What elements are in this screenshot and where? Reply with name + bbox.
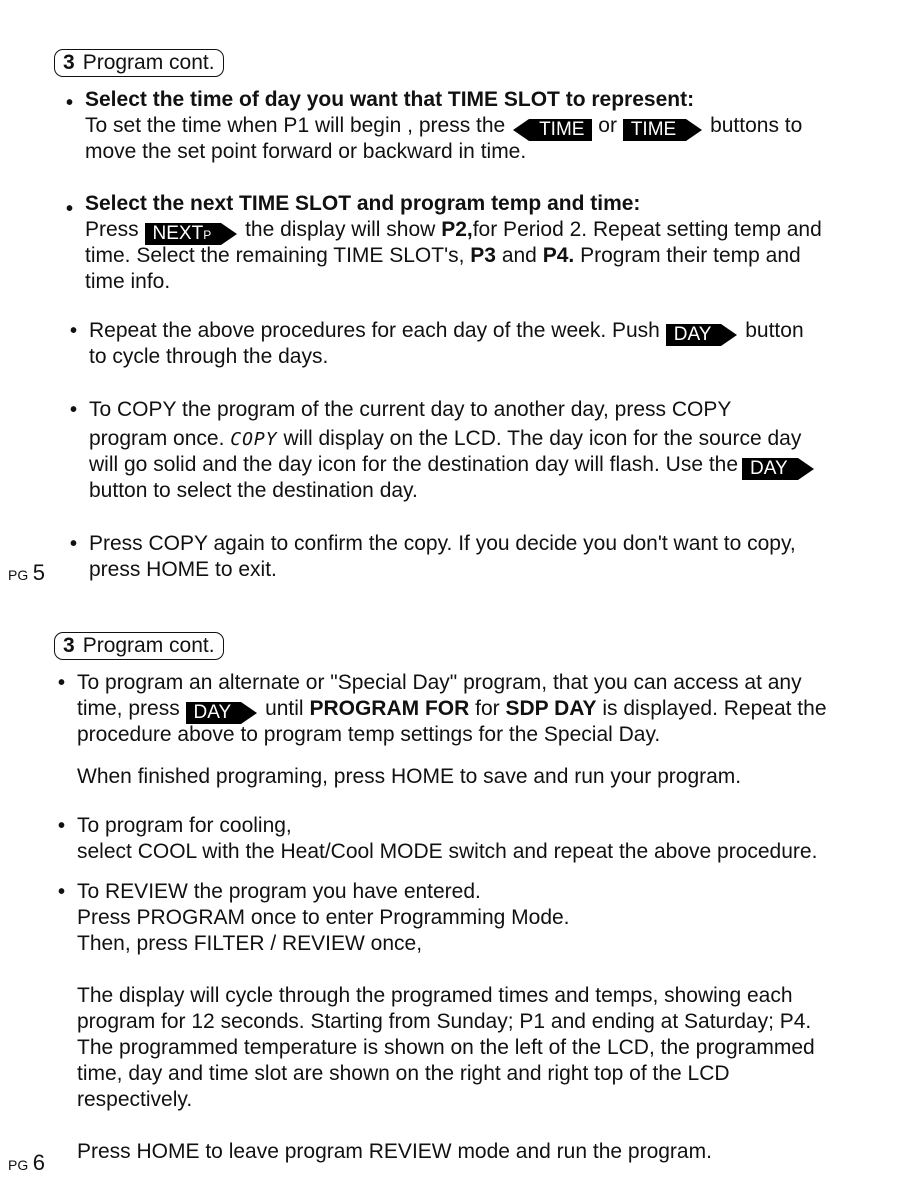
period-p3: P3 (470, 244, 496, 267)
text: time, press (77, 697, 180, 720)
section-2-heading-text: Program cont. (82, 634, 215, 657)
text: and (501, 244, 537, 267)
paragraph-line (89, 318, 804, 346)
page-number-value: 5 (32, 560, 45, 585)
section-1-heading (54, 49, 224, 77)
bullet-dot: • (70, 533, 78, 555)
bullet-dot: • (66, 92, 74, 114)
step-title-select-time: Select the time of day you want that TIME SLOT to represent: (85, 88, 695, 111)
bullet-dot: • (70, 399, 78, 421)
paragraph-line: move the set point forward or backward in time. (85, 140, 527, 163)
text: will go solid and the day icon for the destination day will flash. Use the (89, 453, 739, 476)
paragraph-line: procedure above to program temp settings for the Special Day. (77, 723, 661, 746)
paragraph-line: Press COPY again to confirm the copy. If you decide you don't want to copy, (89, 532, 796, 555)
lcd-copy-readout: COPY (230, 429, 278, 450)
day-button: DAY (186, 702, 242, 724)
bullet-dot: • (58, 815, 66, 837)
paragraph-line: Press PROGRAM once to enter Programming Mode. (77, 906, 570, 929)
text: program once. (89, 427, 225, 450)
paragraph-line (85, 217, 822, 245)
page-prefix: PG (8, 567, 29, 583)
paragraph-line: To program for cooling, (77, 814, 292, 837)
paragraph-line (85, 113, 802, 141)
text: button (745, 319, 804, 342)
paragraph-line: program for 12 seconds. Starting from Sunday; P1 and ending at Saturday; P4. (77, 1010, 812, 1033)
page-prefix: PG (8, 1157, 29, 1173)
text: time. Select the remaining TIME SLOT's, (85, 244, 465, 267)
text: for (475, 697, 500, 720)
next-label: NEXT (152, 223, 204, 244)
paragraph-line: time info. (85, 270, 171, 293)
section-2-heading-number: 3 (63, 634, 75, 657)
paragraph-line: To REVIEW the program you have entered. (77, 880, 481, 903)
next-p-button (145, 223, 222, 245)
section-1-heading-text: Program cont. (82, 51, 215, 74)
paragraph-line (77, 696, 827, 724)
bullet-dot: • (58, 672, 66, 694)
paragraph-line: to cycle through the days. (89, 345, 329, 368)
text: buttons to (710, 114, 803, 137)
period-p2: P2, (441, 218, 473, 241)
paragraph-line: The display will cycle through the programed times and temps, showing each (77, 984, 793, 1007)
paragraph-line: To program an alternate or "Special Day" program, that you can access at any (77, 671, 802, 694)
paragraph-line: press HOME to exit. (89, 558, 277, 581)
step-title-next-slot: Select the next TIME SLOT and program temp and time: (85, 192, 641, 215)
lcd-program-for: PROGRAM FOR (309, 697, 470, 720)
paragraph-line: To COPY the program of the current day to another day, press COPY (89, 398, 732, 421)
day-button: DAY (742, 458, 798, 480)
bullet-dot: • (58, 881, 66, 903)
text: Program their temp and (580, 244, 801, 267)
page-number (8, 560, 45, 586)
paragraph-line: Then, press FILTER / REVIEW once, (77, 932, 423, 955)
text: Press (85, 218, 139, 241)
bullet-dot: • (66, 198, 74, 220)
text: will display on the LCD. The day icon for the source day (283, 427, 802, 450)
text: Repeat the above procedures for each day of the week. Push (89, 319, 660, 342)
time-forward-button: TIME (623, 119, 686, 141)
next-sub: P (203, 228, 212, 242)
time-back-button: TIME (529, 119, 592, 141)
section-2-heading (54, 632, 224, 660)
paragraph-line: Press HOME to leave program REVIEW mode and run the program. (77, 1140, 712, 1163)
paragraph-line: respectively. (77, 1088, 193, 1111)
day-button: DAY (666, 324, 722, 346)
lcd-sdp-day: SDP DAY (505, 697, 597, 720)
paragraph-line (89, 426, 801, 453)
text: is displayed. Repeat the (602, 697, 827, 720)
text: To set the time when P1 will begin , press the (85, 114, 506, 137)
section-1-heading-number: 3 (63, 51, 75, 74)
paragraph-line: The programmed temperature is shown on the left of the LCD, the programmed (77, 1036, 815, 1059)
text: the display will show (245, 218, 436, 241)
text: or (598, 114, 617, 137)
paragraph-line: button to select the destination day. (89, 479, 418, 502)
page-number-value: 6 (32, 1150, 45, 1175)
period-p4: P4. (542, 244, 575, 267)
text: for Period 2. Repeat setting temp and (472, 218, 822, 241)
page-number (8, 1150, 45, 1176)
paragraph-line (85, 243, 801, 269)
paragraph-line (89, 452, 816, 480)
bullet-dot: • (70, 320, 78, 342)
text: until (265, 697, 304, 720)
paragraph-line: time, day and time slot are shown on the right and right top of the LCD (77, 1062, 730, 1085)
paragraph-line: select COOL with the Heat/Cool MODE switch and repeat the above procedure. (77, 840, 818, 863)
paragraph-line: When finished programing, press HOME to save and run your program. (77, 765, 742, 788)
